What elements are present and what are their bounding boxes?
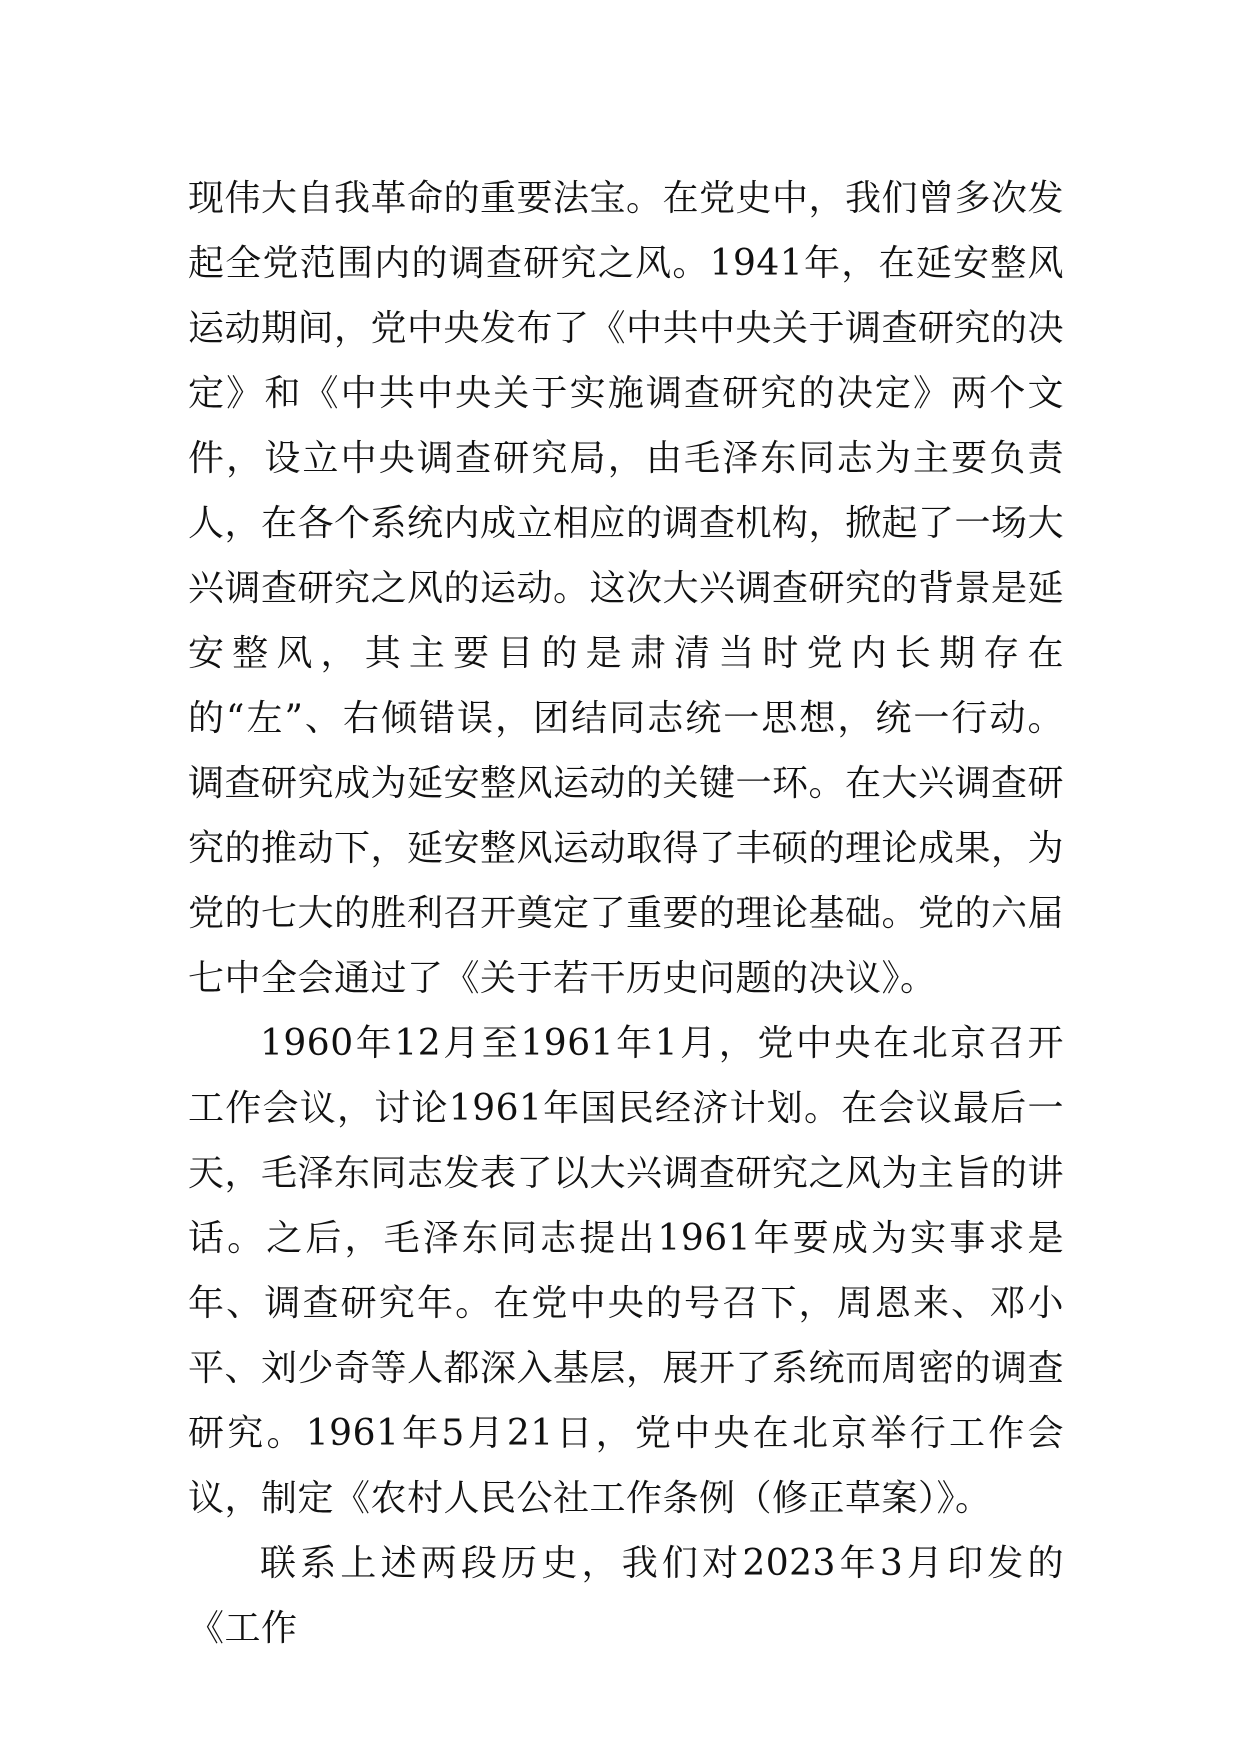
document-page: [188, 166, 1064, 1661]
paragraph-continuation: 现伟大自我革命的重要法宝。在党史中，我们曾多次发起全党范围内的调查研究之风。1941年，在延安整风运动期间，党中央发布了《中共中央关于调查研究的决定》和《中共中央关于实施调查研究的决定》两个文件，设立中央调查研究局，由毛泽东同志为主要负责人，在各个系统内成立相应的调查机构，掀起了一场大兴调查研究之风的运动。这次大兴调查研究的背景是延安整风，其主要目的是肃清当时党内长期存在的“左”、右倾错误，团结同志统一思想，统一行动。调查研究成为延安整风运动的关键一环。在大兴调查研究的推动下，延安整风运动取得了丰硕的理论成果，为党的七大的胜利召开奠定了重要的理论基础。党的六届七中全会通过了《关于若干历史问题的决议》。: [188, 178, 1065, 999]
paragraph-2023-link: 联系上述两段历史，我们对2023年3月印发的《工作: [188, 1543, 1064, 1649]
paragraph-1960-meeting: 1960年12月至1961年1月，党中央在北京召开工作会议，讨论1961年国民经济计划。在会议最后一天，毛泽东同志发表了以大兴调查研究之风为主旨的讲话。之后，毛泽东同志提出1961年要成为实事求是年、调查研究年。在党中央的号召下，周恩来、邓小平、刘少奇等人都深入基层，展开了系统而周密的调查研究。1961年5月21日，党中央在北京举行工作会议，制定《农村人民公社工作条例（修正草案）》。: [188, 1023, 1065, 1519]
